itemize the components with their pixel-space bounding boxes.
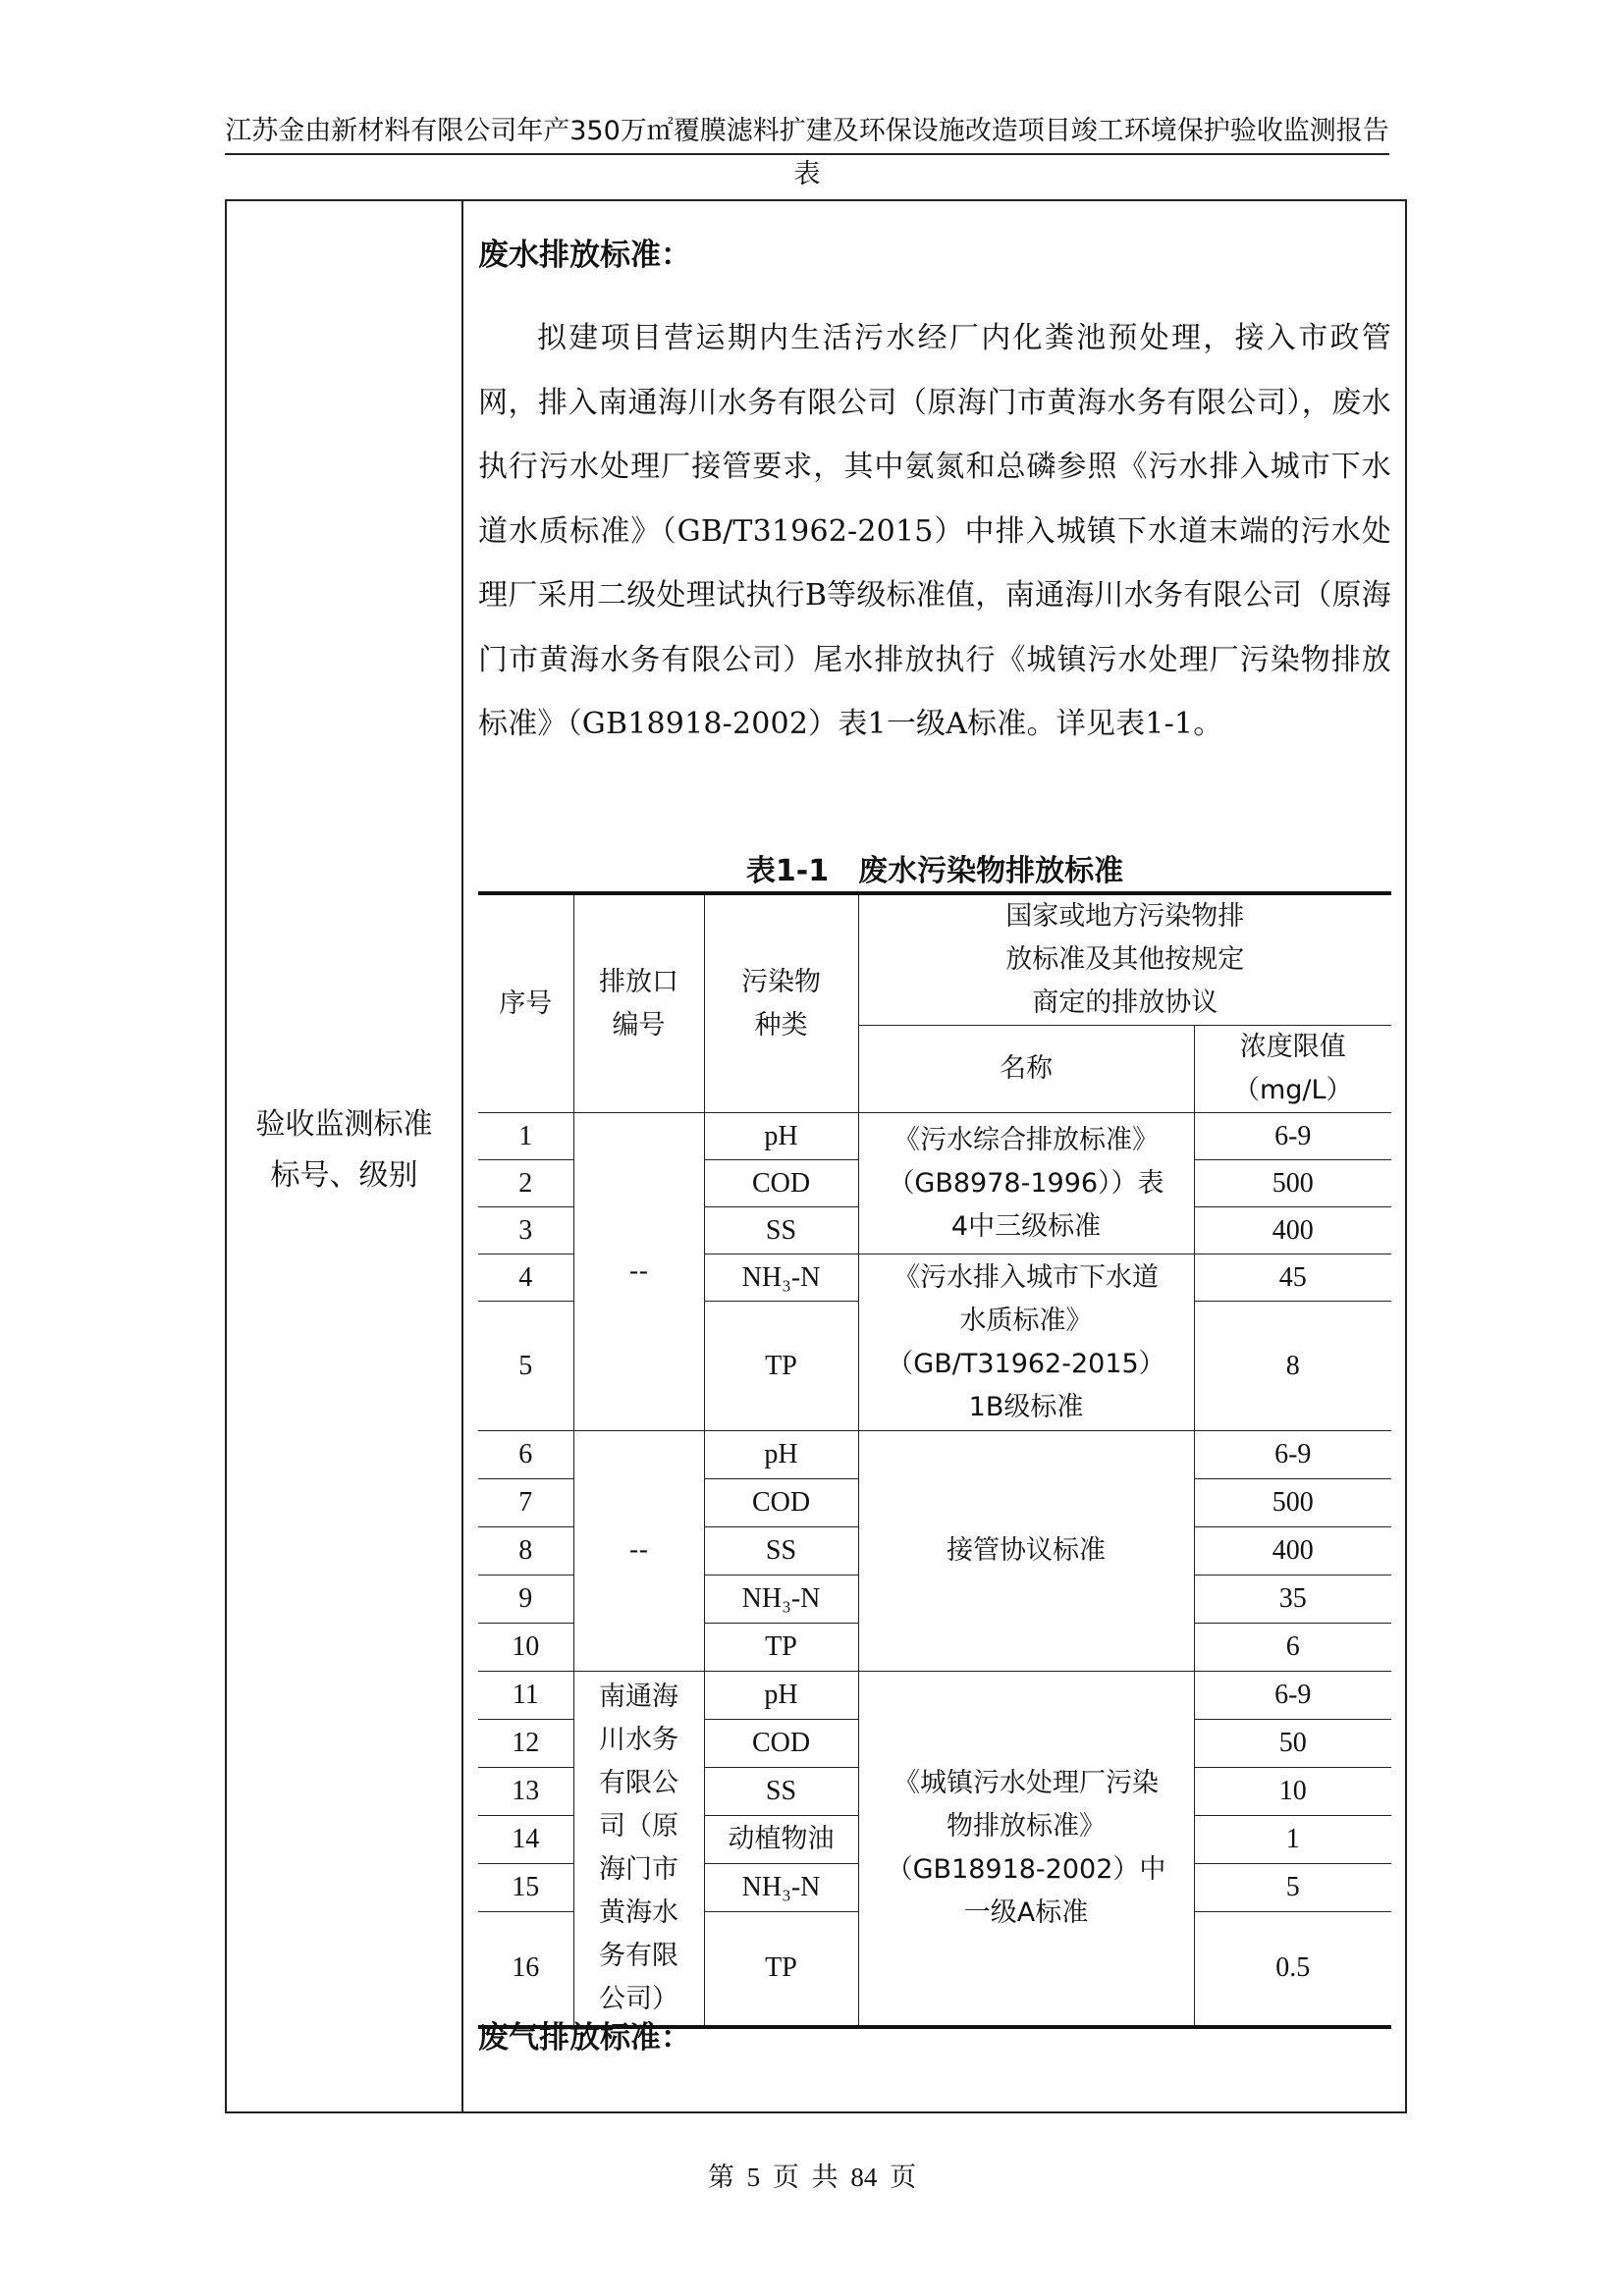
row-limit: 6-9 bbox=[1194, 1672, 1391, 1720]
row-limit: 5 bbox=[1194, 1864, 1391, 1912]
standard-cell: 接管协议标准 bbox=[858, 1431, 1194, 1672]
standard-text: 《污水综合排放标准》（GB8978-1996））表4中三级标准 bbox=[888, 1124, 1164, 1242]
row-pollutant: SS bbox=[704, 1527, 858, 1575]
row-pollutant: SS bbox=[704, 1768, 858, 1816]
row-limit: 400 bbox=[1194, 1527, 1391, 1575]
wastewater-standard-table bbox=[478, 891, 1391, 2029]
table-row bbox=[478, 1672, 1391, 1720]
row-limit: 1 bbox=[1194, 1816, 1391, 1864]
table-header-row bbox=[478, 893, 1391, 1026]
row-pollutant: NH₃-N bbox=[704, 1255, 858, 1302]
row-seq: 16 bbox=[478, 1912, 573, 2027]
row-pollutant: NH₃-N bbox=[704, 1575, 858, 1624]
row-limit: 0.5 bbox=[1194, 1912, 1391, 2027]
header-seq: 序号 bbox=[478, 893, 573, 1113]
row-limit: 10 bbox=[1194, 1768, 1391, 1816]
outlet-cell: -- bbox=[573, 1113, 704, 1431]
row-seq: 2 bbox=[478, 1160, 573, 1207]
row-pollutant: COD bbox=[704, 1160, 858, 1207]
left-label-line1: 验收监测标准 bbox=[255, 1107, 433, 1142]
waste-gas-heading: 废气排放标准： bbox=[478, 2020, 691, 2056]
row-seq: 15 bbox=[478, 1864, 573, 1912]
row-pollutant: SS bbox=[704, 1207, 858, 1255]
row-pollutant: NH₃-N bbox=[704, 1864, 858, 1912]
row-limit: 8 bbox=[1194, 1302, 1391, 1431]
header-outlet-text: 排放口编号 bbox=[598, 966, 678, 1041]
row-pollutant: 动植物油 bbox=[704, 1816, 858, 1864]
header-limit-text: 浓度限值（mg/L） bbox=[1232, 1032, 1353, 1105]
row-pollutant: pH bbox=[704, 1672, 858, 1720]
header-standard-group-text: 国家或地方污染物排放标准及其他按规定商定的排放协议 bbox=[1005, 901, 1245, 1018]
row-pollutant: COD bbox=[704, 1479, 858, 1527]
wastewater-heading: 废水排放标准： bbox=[478, 238, 691, 273]
row-seq: 10 bbox=[478, 1624, 573, 1672]
row-pollutant: TP bbox=[704, 1912, 858, 2027]
header-rule bbox=[225, 153, 1389, 155]
row-limit: 50 bbox=[1194, 1720, 1391, 1768]
left-label-cell bbox=[227, 1099, 461, 1201]
row-limit: 6-9 bbox=[1194, 1113, 1391, 1160]
row-seq: 1 bbox=[478, 1113, 573, 1160]
row-seq: 6 bbox=[478, 1431, 573, 1479]
standard-cell bbox=[858, 1113, 1194, 1255]
row-limit: 400 bbox=[1194, 1207, 1391, 1255]
header-outlet bbox=[573, 893, 704, 1113]
header-pollutant-text: 污染物种类 bbox=[740, 966, 821, 1041]
row-seq: 3 bbox=[478, 1207, 573, 1255]
left-label-line2: 标号、级别 bbox=[270, 1158, 418, 1193]
row-limit: 35 bbox=[1194, 1575, 1391, 1624]
row-limit: 6-9 bbox=[1194, 1431, 1391, 1479]
row-limit: 6 bbox=[1194, 1624, 1391, 1672]
row-seq: 7 bbox=[478, 1479, 573, 1527]
standard-text: 《污水排入城市下水道水质标准》（GB/T31962-2015）1B级标准 bbox=[887, 1261, 1165, 1422]
header-limit bbox=[1194, 1026, 1391, 1113]
outlet-text: 南通海川水务有限公司（原海门市黄海水务有限公司） bbox=[598, 1681, 678, 2014]
row-limit: 45 bbox=[1194, 1255, 1391, 1302]
table-row bbox=[478, 1431, 1391, 1479]
standard-cell bbox=[858, 1672, 1194, 2027]
row-pollutant: TP bbox=[704, 1302, 858, 1431]
outlet-cell bbox=[573, 1672, 704, 2027]
table-caption: 表1-1 废水污染物排放标准 bbox=[745, 854, 1124, 888]
page-header-title: 江苏金由新材料有限公司年产350万㎡覆膜滤料扩建及环保设施改造项目竣工环境保护验收监测报告表 bbox=[225, 116, 1389, 189]
row-seq: 8 bbox=[478, 1527, 573, 1575]
wastewater-paragraph: 拟建项目营运期内生活污水经厂内化粪池预处理，接入市政管网，排入南通海川水务有限公司（原海门市黄海水务有限公司），废水执行污水处理厂接管要求，其中氨氮和总磷参照《污水排入城市下水道水质标准》（GB/T31962-2015）中排入城镇下水道末端的污水处理厂采用二级处理试执行B等级标准值，南通海川水务有限公司（原海门市黄海水务有限公司）尾水排放执行《城镇污水处理厂污染物排放标准》（GB18918-2002）表1一级A标准。详见表1-1。 bbox=[478, 321, 1391, 741]
row-seq: 12 bbox=[478, 1720, 573, 1768]
page-footer: 第 5 页 共 84 页 bbox=[707, 2163, 917, 2192]
header-name: 名称 bbox=[858, 1026, 1194, 1113]
header-standard-group bbox=[858, 893, 1391, 1026]
standard-cell bbox=[858, 1255, 1194, 1431]
row-seq: 11 bbox=[478, 1672, 573, 1720]
frame-divider bbox=[461, 199, 463, 2113]
row-seq: 5 bbox=[478, 1302, 573, 1431]
row-seq: 4 bbox=[478, 1255, 573, 1302]
row-pollutant: pH bbox=[704, 1113, 858, 1160]
row-pollutant: pH bbox=[704, 1431, 858, 1479]
table-row bbox=[478, 1113, 1391, 1160]
row-seq: 9 bbox=[478, 1575, 573, 1624]
row-limit: 500 bbox=[1194, 1160, 1391, 1207]
row-seq: 14 bbox=[478, 1816, 573, 1864]
row-pollutant: TP bbox=[704, 1624, 858, 1672]
row-seq: 13 bbox=[478, 1768, 573, 1816]
header-pollutant bbox=[704, 893, 858, 1113]
row-pollutant: COD bbox=[704, 1720, 858, 1768]
outlet-cell: -- bbox=[573, 1431, 704, 1672]
row-limit: 500 bbox=[1194, 1479, 1391, 1527]
standard-text: 《城镇污水处理厂污染物排放标准》（GB18918-2002）中一级A标准 bbox=[886, 1767, 1166, 1928]
